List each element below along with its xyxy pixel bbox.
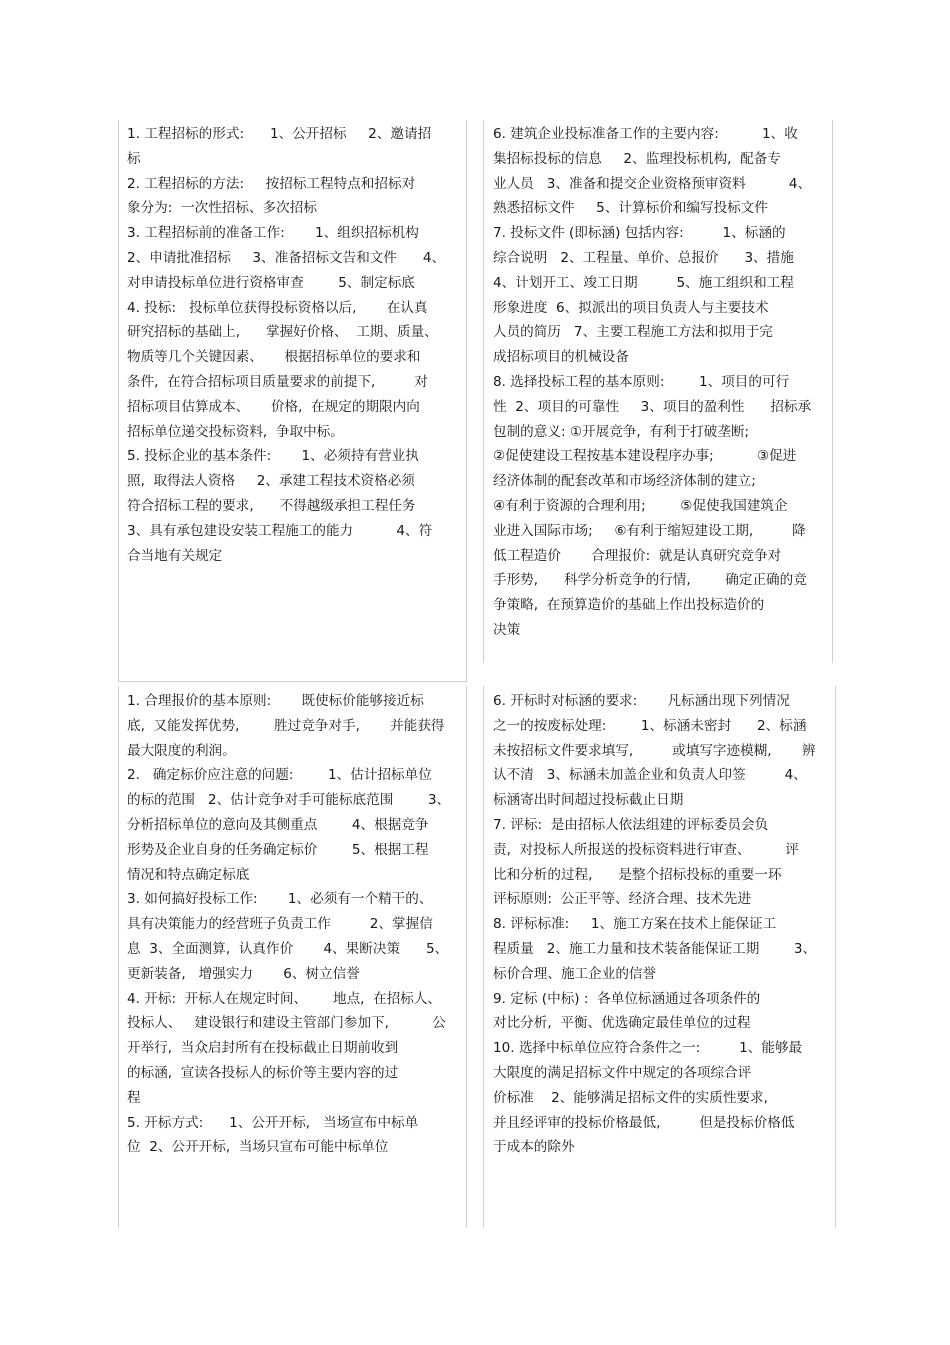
text-line: 的标的范围 2、估计竞争对手可能标底范围 3、 [127, 792, 451, 809]
text-line: 7. 投标文件 (即标涵) 包括内容: 1、标涵的 [493, 225, 786, 242]
text-line: 1. 工程招标的形式: 1、公开招标 2、邀请招 [127, 126, 432, 142]
text-line: 7. 评标: 是由招标人依法组建的评标委员会负 [493, 816, 769, 833]
text-line: ④有利于资源的合理利用; ⑤促使我国建筑企 [493, 497, 788, 514]
text-line: 责, 对投标人所报送的投标资料进行审查、 评 [493, 841, 799, 858]
text-line: 成招标项目的机械设备 [493, 349, 629, 366]
text-line: 形象进度 6、拟派出的项目负责人与主要技术 [493, 299, 769, 316]
text-line: 综合说明 2、工程量、单价、总报价 3、措施 [493, 249, 794, 266]
panel-1-left-border [118, 120, 119, 682]
text-line: 形势及企业自身的任务确定标价 5、根据工程 [127, 841, 429, 858]
text-line: 人员的简历 7、主要工程施工方法和拟用于完 [493, 324, 773, 341]
text-line: 投标人、 建设银行和建设主管部门参加下, 公 [127, 1015, 446, 1032]
panel-2-bid-preparation [493, 122, 828, 643]
text-line: 价标准 2、能够满足招标文件的实质性要求, [493, 1089, 768, 1106]
text-line: 1. 合理报价的基本原则: 既使标价能够接近标 [127, 693, 424, 709]
text-line: 合当地有关规定 [127, 547, 223, 564]
text-line: 条件, 在符合招标项目质量要求的前提下, 对 [127, 373, 428, 390]
panel-4-left-border [483, 686, 484, 1228]
text-line: 标价合理、施工企业的信誉 [493, 965, 657, 982]
text-line: 6. 建筑企业投标准备工作的主要内容: 1、收 [493, 126, 798, 142]
text-line: 程质量 2、施工力量和技术装备能保证工期 3、 [493, 940, 817, 957]
panel-4-right-border [835, 686, 836, 1228]
text-line: 熟悉招标文件 5、计算标价和编写投标文件 [493, 200, 768, 217]
text-line: 于成本的除外 [493, 1139, 575, 1156]
text-line: 大限度的满足招标文件中规定的各项综合评 [493, 1064, 752, 1081]
text-line: 情况和特点确定标底 [127, 866, 250, 883]
text-line: 标涵寄出时间超过投标截止日期 [493, 792, 684, 809]
panel-2-left-border [483, 120, 484, 663]
text-line: 4. 开标: 开标人在规定时间、 地点, 在招标人、 [127, 990, 442, 1007]
text-line: 3、具有承包建设安装工程施工的能力 4、符 [127, 522, 433, 539]
panel-3-bid-pricing [127, 689, 457, 1160]
text-line: ②促使建设工程按基本建设程序办事; ③促进 [493, 448, 797, 465]
text-line: 性 2、项目的可靠性 3、项目的盈利性 招标承 [493, 398, 812, 415]
text-line: 评标原则: 公正平等、经济合理、技术先进 [493, 891, 751, 908]
text-line: 之一的按废标处理: 1、标涵未密封 2、标涵 [493, 717, 807, 734]
text-line: 5. 投标企业的基本条件: 1、必须持有营业执 [127, 448, 419, 465]
text-line: 物质等几个关键因素、 根据招标单位的要求和 [127, 349, 421, 366]
text-line: 位 2、公开开标, 当场只宣布可能中标单位 [127, 1139, 389, 1156]
text-line: 包制的意义: ①开展竞争, 有利于打破垄断; [493, 423, 750, 440]
text-line: 手形势, 科学分析竞争的行情, 确定正确的竞 [493, 572, 807, 589]
text-line: 争策略, 在预算造价的基础上作出投标造价的 [493, 597, 765, 614]
text-line: 并且经评审的投标价格最低, 但是投标价格低 [493, 1114, 795, 1131]
text-line: 2. 确定标价应注意的问题: 1、估计招标单位 [127, 767, 432, 784]
text-line: 6. 开标时对标涵的要求: 凡标涵出现下列情况 [493, 693, 790, 709]
panel-2-right-border [832, 120, 833, 663]
text-line: 决策 [493, 621, 521, 638]
text-line: 分析招标单位的意向及其侧重点 4、根据竞争 [127, 816, 429, 833]
text-line: 照, 取得法人资格 2、承建工程技术资格必须 [127, 473, 415, 490]
text-line: 业人员 3、准备和提交企业资格预审资料 4、 [493, 175, 812, 192]
text-line: 5. 开标方式: 1、公开开标, 当场宣布中标单 [127, 1114, 419, 1131]
panel-3-left-border [118, 686, 119, 1228]
text-line: 3. 工程招标前的准备工作: 1、组织招标机构 [127, 225, 419, 242]
text-line: 集招标投标的信息 2、监理投标机构, 配备专 [493, 150, 781, 167]
text-line: 更新装备, 增强实力 6、树立信誉 [127, 965, 360, 982]
text-line: 开举行, 当众启封所有在投标截止日期前收到 [127, 1040, 399, 1057]
text-line: 2. 工程招标的方法: 按招标工程特点和招标对 [127, 175, 416, 192]
text-line: 经济体制的配套改革和市场经济体制的建立; [493, 473, 756, 490]
text-line: 研究招标的基础上, 掌握好价格、 工期、质量、 [127, 324, 438, 341]
panel-1-bottom-border [118, 681, 467, 682]
text-line: 对申请投标单位进行资格审查 5、制定标底 [127, 274, 415, 291]
text-line: 4. 投标: 投标单位获得投标资格以后, 在认真 [127, 299, 428, 316]
text-line: 招标单位递交投标资料, 争取中标。 [127, 423, 344, 440]
panel-3-right-border [466, 686, 467, 1228]
text-line: 底, 又能发挥优势, 胜过竞争对手, 并能获得 [127, 717, 445, 734]
text-line: 程 [127, 1089, 141, 1106]
text-line: 比和分析的过程, 是整个招标投标的重要一环 [493, 866, 782, 883]
text-line: 4、计划开工、竣工日期 5、施工组织和工程 [493, 274, 794, 291]
text-line: 业进入国际市场; ⑥有利于缩短建设工期, 降 [493, 522, 806, 539]
text-line: 象分为: 一次性招标、多次招标 [127, 200, 317, 217]
text-line: 10. 选择中标单位应符合条件之一: 1、能够最 [493, 1040, 803, 1057]
panel-1-right-border [466, 120, 467, 682]
text-line: 8. 选择投标工程的基本原则: 1、项目的可行 [493, 373, 790, 390]
text-line: 9. 定标 (中标) : 各单位标涵通过各项条件的 [493, 990, 761, 1007]
text-line: 8. 评标标准: 1、施工方案在技术上能保证工 [493, 916, 777, 933]
text-line: 对比分析, 平衡、优选确定最佳单位的过程 [493, 1015, 751, 1032]
text-line: 标 [127, 150, 141, 167]
text-line: 最大限度的利润。 [127, 742, 236, 759]
text-line: 未按招标文件要求填写, 或填写字迹模糊, 辨 [493, 742, 816, 759]
panel-4-bid-evaluation [493, 689, 828, 1160]
text-line: 具有决策能力的经营班子负责工作 2、掌握信 [127, 916, 433, 933]
panel-1-bidding-basics [127, 122, 457, 568]
text-line: 招标项目估算成本、 价格, 在规定的期限内向 [127, 398, 420, 415]
text-line: 符合招标工程的要求, 不得越级承担工程任务 [127, 497, 416, 514]
text-line: 低工程造价 合理报价: 就是认真研究竞争对 [493, 547, 782, 564]
text-line: 认不清 3、标涵未加盖企业和负责人印签 4、 [493, 767, 807, 784]
text-line: 2、申请批准招标 3、准备招标文告和文件 4、 [127, 249, 446, 266]
text-line: 息 3、全面测算, 认真作价 4、果断决策 5、 [127, 940, 449, 957]
text-line: 的标涵, 宣读各投标人的标价等主要内容的过 [127, 1064, 399, 1081]
text-line: 3. 如何搞好投标工作: 1、必须有一个精干的、 [127, 891, 433, 908]
